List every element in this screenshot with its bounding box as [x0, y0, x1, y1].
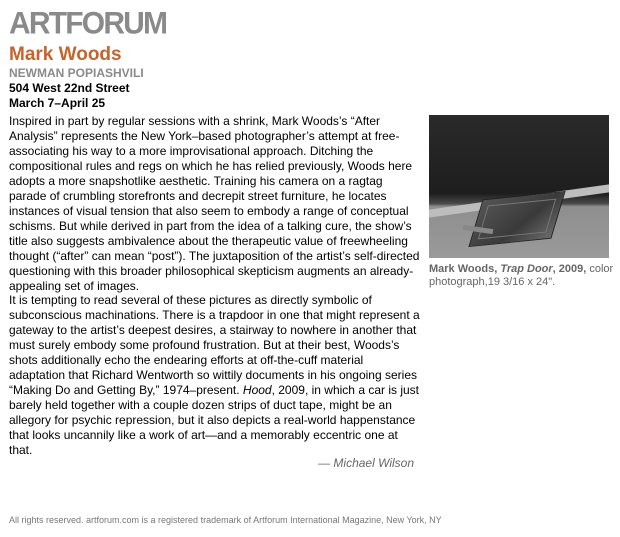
caption-medium: color photograph,19 3/16 x 24".: [429, 263, 614, 288]
artwork-photo[interactable]: [429, 115, 609, 258]
review-paragraph-2: [9, 293, 421, 458]
caption-year: , 2009,: [552, 263, 587, 275]
artforum-logo[interactable]: ARTFORUM: [9, 6, 167, 41]
copyright-footer: All rights reserved. artforum.com is a registered trademark of Artforum International Magazine, New York, NY: [9, 515, 442, 525]
exhibition-dates: March 7–April 25: [9, 96, 106, 110]
caption-title: Trap Door: [500, 263, 553, 275]
paragraph-2-text-end: , 2009, in which a car is just barely held together with a couple dozen strips of duct tape, might be an allegory for psychic repression, but it also depicts a real-world happenstance that looks uncannily like a work of art—and a memorably eccentric one at that.: [9, 383, 419, 457]
artist-name: Mark Woods: [9, 44, 122, 65]
review-paragraph-1: Inspired in part by regular sessions with a shrink, Mark Woods’s “After Analysis” represents the New York–based photographer’s attempt at free-associating his way to a more improvisational approach. Ditching the compositional rules and regs on which he has relied previously, Woods here adopts a more snapshotlike aesthetic. Training his camera on a ragtag parade of crumbling storefronts and decrepit street furniture, he locates instances of visual tension that also seem to embody a range of conceptual schisms. But while derived in part from the idea of a talking cure, the show’s title also suggests ambivalence about the therapeutic value of freewheeling thought (“after” can mean “post”). The juxtaposition of the artist’s self-directed questioning with this broader philosophical skepticism augments an already-appealing set of images.: [9, 114, 420, 293]
caption-artist: Mark Woods,: [429, 263, 501, 275]
photo-trapdoor: [468, 191, 565, 247]
photo-caption: [429, 263, 615, 289]
gallery-name: NEWMAN POPIASHVILI: [9, 66, 144, 80]
gallery-address: 504 West 22nd Street: [9, 81, 130, 95]
artwork-title-hood: Hood: [242, 383, 272, 397]
paragraph-2-text: It is tempting to read several of these pictures as directly symbolic of subconscious machinations. There is a trapdoor in one that might represent a gateway to the artist’s deepest desires, a stairway to nowhere in another that must surely embody some profound frustration. But at their best, Woods’s shots additionally echo the endearing efforts at off-the-cuff material adaptation that Richard Wentworth so wittily documents in his ongoing series “Making Do and Getting By,” 1974–present.: [9, 293, 420, 397]
review-byline: — Michael Wilson: [318, 456, 414, 470]
